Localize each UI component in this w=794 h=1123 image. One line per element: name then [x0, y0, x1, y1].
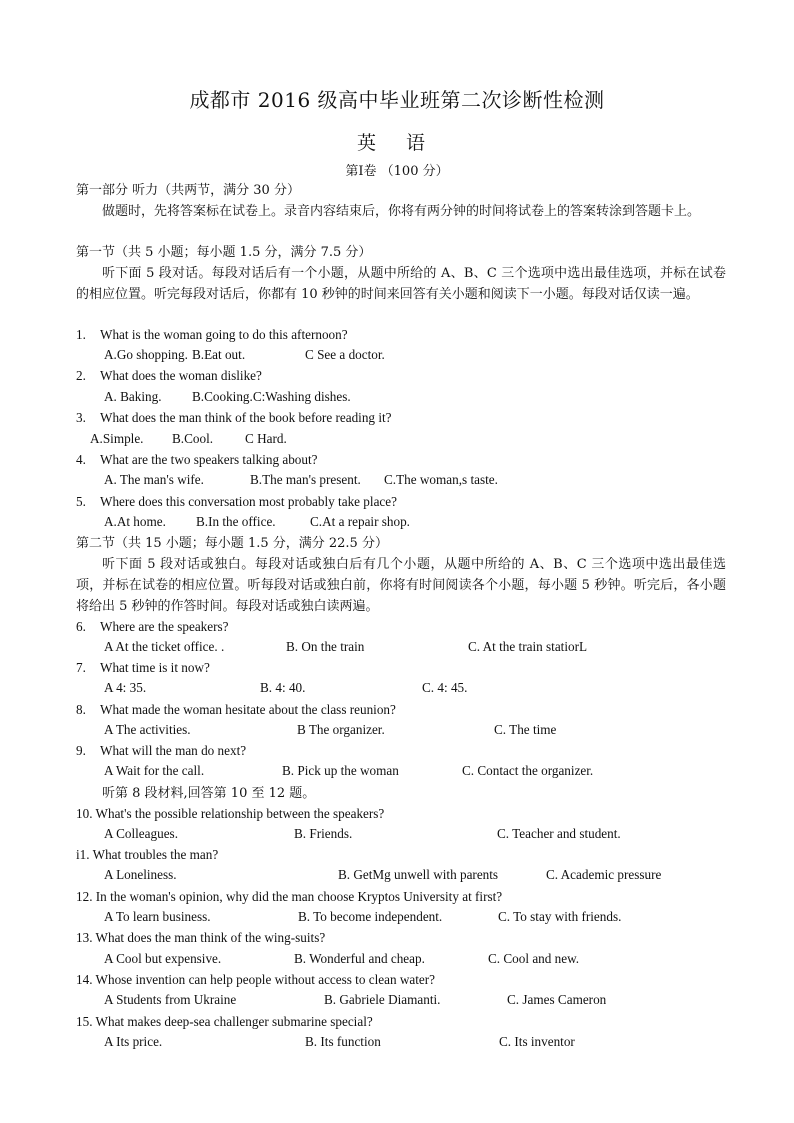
option-c[interactable]: C. 4: 45. — [422, 680, 468, 695]
option-a[interactable]: A.Simple. — [90, 431, 144, 446]
question-text: In the woman's opinion, why did the man choose Kryptos University at first? — [92, 889, 503, 904]
question-number: 9. — [76, 743, 86, 758]
question-3 — [76, 410, 392, 426]
question-number: 3. — [76, 410, 86, 425]
question-number: 7. — [76, 660, 86, 675]
question-7 — [76, 660, 210, 676]
option-b[interactable]: B.Eat out. — [192, 347, 246, 362]
section1-instruction: 听下面 5 段对话。每段对话后有一个小题，从题中所给的 A、B、C 三个选项中选出最佳选项，并标在试卷的相应位置。听完每段对话后，你都有 10 秒钟的时间来回答有关小题和阅读下一小题。每段对话仅读一遍。 — [76, 266, 726, 302]
part1-heading: 第一部分 听力（共两节，满分 30 分） — [76, 183, 300, 198]
option-b[interactable]: B. Gabriele Diamanti. — [324, 992, 441, 1007]
option-a[interactable]: A Its price. — [104, 1034, 163, 1049]
question-13 — [76, 930, 325, 946]
question-number: 4. — [76, 452, 86, 467]
option-c[interactable]: C See a doctor. — [305, 347, 385, 362]
question-2 — [76, 368, 262, 384]
option-c[interactable]: C.The woman,s taste. — [384, 472, 498, 487]
option-b[interactable]: B. Wonderful and cheap. — [294, 951, 425, 966]
option-a[interactable]: A. The man's wife. — [104, 472, 204, 487]
question-6 — [76, 619, 229, 635]
question-text: What's the possible relationship between the speakers? — [92, 806, 385, 821]
option-b[interactable]: B.Cool. — [172, 431, 214, 446]
option-a[interactable]: A At the ticket office. . — [104, 639, 225, 654]
option-c[interactable]: C Hard. — [245, 431, 287, 446]
option-a[interactable]: A Colleagues. — [104, 826, 178, 841]
option-b[interactable]: B. 4: 40. — [260, 680, 306, 695]
question-number: 2. — [76, 368, 86, 383]
option-c[interactable]: C. Teacher and student. — [497, 826, 621, 841]
option-a[interactable]: A The activities. — [104, 722, 191, 737]
option-c[interactable]: C. Cool and new. — [488, 951, 580, 966]
question-text: What made the woman hesitate about the class reunion? — [100, 702, 396, 717]
option-b[interactable]: B. To become independent. — [298, 909, 443, 924]
question-text: What does the man think of the wing-suits? — [92, 930, 326, 945]
option-a[interactable]: A Wait for the call. — [104, 763, 205, 778]
question-text: What time is it now? — [100, 660, 210, 675]
question-number: 12. — [76, 889, 93, 904]
option-c[interactable]: C. At the train statiorL — [468, 639, 588, 654]
question-9 — [76, 743, 246, 759]
option-b[interactable]: B.Cooking.C:Washing dishes. — [192, 389, 351, 404]
question-text: What makes deep-sea challenger submarine special? — [92, 1014, 373, 1029]
question-10 — [76, 806, 384, 822]
question-5 — [76, 494, 397, 510]
section1-heading: 第一节（共 5 小题；每小题 1.5 分，满分 7.5 分） — [76, 245, 372, 260]
option-a[interactable]: A 4: 35. — [104, 680, 147, 695]
exam-title: 成都市 2016 级高中毕业班第二次诊断性检测 — [189, 88, 605, 112]
option-b[interactable]: B. Pick up the woman — [282, 763, 399, 778]
question-15 — [76, 1014, 373, 1030]
question-12 — [76, 889, 502, 905]
question-number: 14. — [76, 972, 93, 987]
option-c[interactable]: C. The time — [494, 722, 557, 737]
option-b[interactable]: B. Friends. — [294, 826, 353, 841]
option-a[interactable]: A Loneliness. — [104, 867, 177, 882]
option-b[interactable]: B. Its function — [305, 1034, 381, 1049]
option-c[interactable]: C. James Cameron — [507, 992, 607, 1007]
option-c[interactable]: C. Contact the organizer. — [462, 763, 594, 778]
option-a[interactable]: A.Go shopping. — [104, 347, 188, 362]
question-text: Where are the speakers? — [100, 619, 229, 634]
question-number: 10. — [76, 806, 93, 821]
question-number: 1. — [76, 327, 86, 342]
question-number: 8. — [76, 702, 86, 717]
question-11 — [76, 847, 218, 863]
option-c[interactable]: C.At a repair shop. — [310, 514, 410, 529]
question-text: What does the woman dislike? — [100, 368, 262, 383]
question-text: Where does this conversation most probably take place? — [100, 494, 397, 509]
question-text: What are the two speakers talking about? — [100, 452, 318, 467]
question-text: What troubles the man? — [89, 847, 219, 862]
volume-label: 第Ⅰ卷 （100 分） — [345, 164, 449, 179]
option-a[interactable]: A To learn business. — [104, 909, 211, 924]
material-note: 听第 8 段材料,回答第 10 至 12 题。 — [102, 786, 316, 801]
option-b[interactable]: B.The man's present. — [250, 472, 361, 487]
subject-title: 英 语 — [356, 132, 438, 154]
option-b[interactable]: B.In the office. — [196, 514, 276, 529]
section2-instruction: 听下面 5 段对话或独白。每段对话或独白后有几个小题，从题中所给的 A、B、C 三个选项中选出最佳选项，并标在试卷的相应位置。听每段对话或独白前，你将有时间阅读各个小题，每小题 5 秒钟。听完后，各小题将给出 5 秒钟的作答时间。每段对话或独白读两遍。 — [76, 557, 726, 614]
option-a[interactable]: A. Baking. — [104, 389, 162, 404]
question-number: 15. — [76, 1014, 93, 1029]
question-number: 5. — [76, 494, 86, 509]
question-14 — [76, 972, 435, 988]
question-number: 6. — [76, 619, 86, 634]
option-c[interactable]: C. Its inventor — [499, 1034, 575, 1049]
question-8 — [76, 702, 396, 718]
option-c[interactable]: C. Academic pressure — [546, 867, 662, 882]
option-a[interactable]: A Students from Ukraine — [104, 992, 237, 1007]
question-4 — [76, 452, 318, 468]
question-text: What does the man think of the book before reading it? — [100, 410, 392, 425]
option-b[interactable]: B The organizer. — [297, 722, 385, 737]
question-1 — [76, 327, 348, 343]
question-number: i1. — [76, 847, 90, 862]
option-c[interactable]: C. To stay with friends. — [498, 909, 622, 924]
part1-instruction: 做题时，先将答案标在试卷上。录音内容结束后，你将有两分钟的时间将试卷上的答案转涂到答题卡上。 — [102, 204, 701, 219]
option-b[interactable]: B. On the train — [286, 639, 365, 654]
option-a[interactable]: A Cool but expensive. — [104, 951, 222, 966]
question-number: 13. — [76, 930, 93, 945]
option-a[interactable]: A.At home. — [104, 514, 166, 529]
question-text: What is the woman going to do this afternoon? — [100, 327, 348, 342]
section2-heading: 第二节（共 15 小题；每小题 1.5 分，满分 22.5 分） — [76, 536, 388, 551]
question-text: Whose invention can help people without access to clean water? — [92, 972, 435, 987]
option-b[interactable]: B. GetMg unwell with parents — [338, 867, 499, 882]
question-text: What will the man do next? — [100, 743, 247, 758]
